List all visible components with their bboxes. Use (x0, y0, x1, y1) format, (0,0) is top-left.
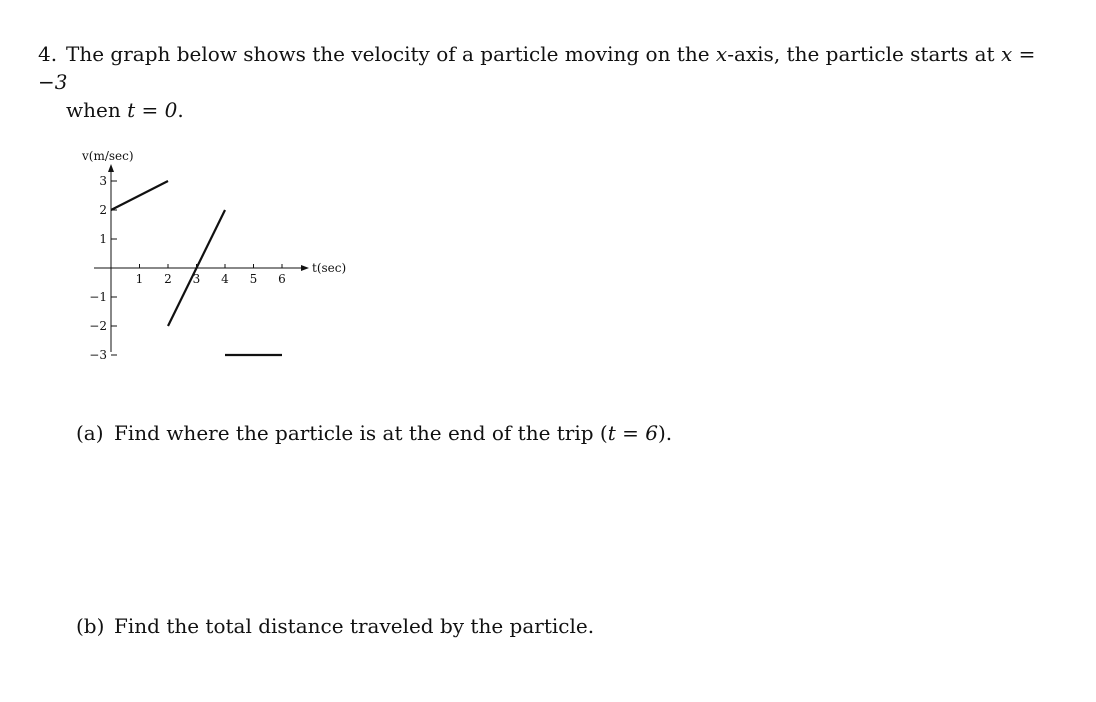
y-tick-label: −2 (89, 319, 107, 333)
y-tick-label: −3 (89, 348, 107, 362)
part-a (76, 419, 672, 447)
y-axis-arrow (108, 164, 114, 172)
x-axis-label: t(sec) (312, 261, 347, 275)
problem-line-2 (38, 96, 1068, 124)
x-tick-label: 1 (135, 272, 144, 286)
part-a-eq: t = 6 (607, 421, 658, 445)
problem-text-1b: -axis, the particle starts at (727, 42, 1001, 66)
part-b (76, 612, 594, 640)
x-tick-label: 6 (278, 272, 286, 286)
problem-text-2b: . (177, 98, 184, 122)
problem-var-x: x (715, 42, 728, 66)
problem-time-eq: t = 0 (127, 98, 178, 122)
y-axis-label: v(m/sec) (82, 149, 134, 163)
x-axis-arrow (301, 265, 309, 271)
y-tick-label: 1 (99, 232, 107, 246)
problem-statement (38, 40, 1068, 124)
x-tick-label: 4 (221, 272, 229, 286)
part-a-text: Find where the particle is at the end of the trip ( (114, 421, 608, 445)
velocity-chart (70, 140, 370, 385)
y-tick-label: 2 (99, 203, 107, 217)
y-tick-label: −1 (89, 290, 107, 304)
problem-line-1 (38, 40, 1068, 96)
part-a-end: ). (657, 421, 673, 445)
part-b-text: Find the total distance traveled by the particle. (114, 614, 595, 638)
problem-start-eq: x = −3 (38, 42, 1036, 94)
part-a-label: (a) (76, 421, 104, 445)
y-tick-label: 3 (99, 174, 107, 188)
x-tick-label: 2 (164, 272, 172, 286)
velocity-segment (111, 181, 168, 210)
x-tick-label: 5 (249, 272, 258, 286)
problem-text-2a: when (66, 98, 128, 122)
problem-text-1a: The graph below shows the velocity of a particle moving on the (66, 42, 716, 66)
problem-number: 4. (38, 42, 58, 66)
part-b-label: (b) (76, 614, 105, 638)
x-tick-label: 3 (192, 272, 201, 286)
